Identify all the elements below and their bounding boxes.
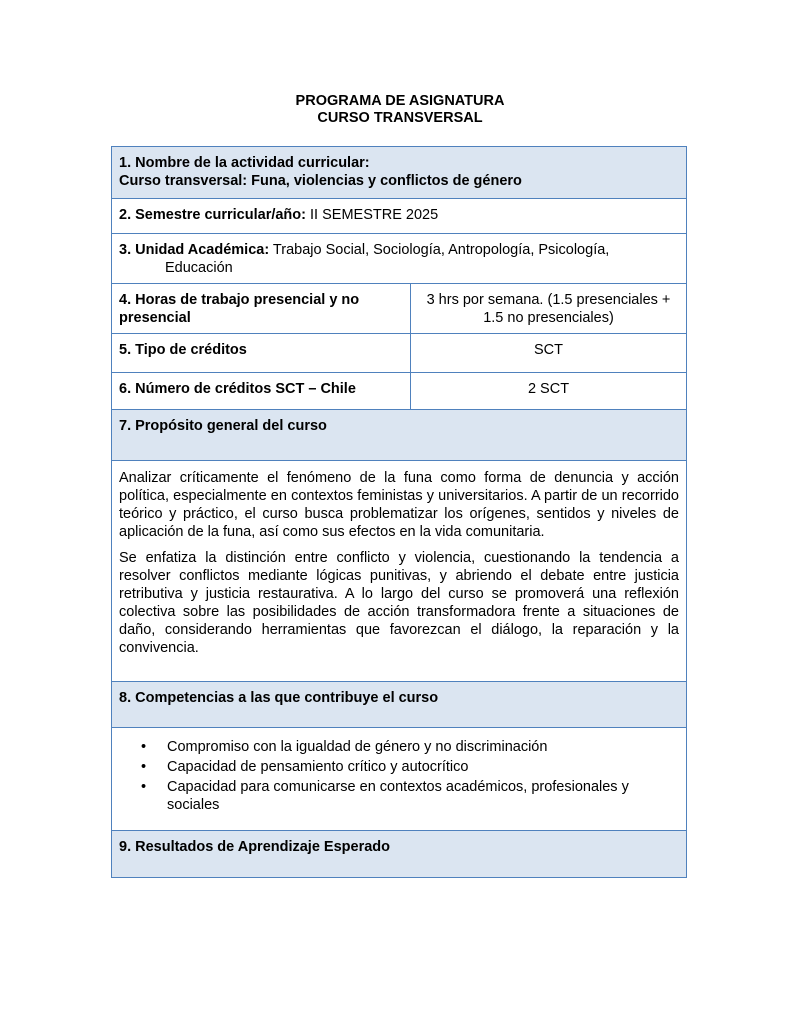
- purpose-paragraph-1: Analizar críticamente el fenómeno de la funa como forma de denuncia y acción política, especialmente en contextos feministas y universitarios. A partir de un recorrido teórico y práctico, el curso busca problematizar los orígenes, sentidos y niveles de aplicación de la funa, así como sus efectos en la vida comunitaria.: [119, 470, 679, 540]
- academic-unit-value-2: Educación: [165, 260, 233, 276]
- title-line-2: CURSO TRANSVERSAL: [317, 110, 483, 126]
- course-name-label: 1. Nombre de la actividad curricular:: [119, 155, 370, 171]
- credit-count-value: 2 SCT: [527, 381, 570, 397]
- row-semester: [111, 198, 687, 234]
- semester-value: II SEMESTRE 2025: [305, 207, 439, 223]
- title-line-1: PROGRAMA DE ASIGNATURA: [295, 93, 505, 109]
- list-item: • Compromiso con la igualdad de género y no discriminación: [141, 739, 548, 755]
- learning-outcomes-label: 9. Resultados de Aprendizaje Esperado: [119, 839, 391, 855]
- purpose-label: 7. Propósito general del curso: [119, 418, 327, 434]
- document-title: [0, 93, 800, 127]
- purpose-paragraph-2: Se enfatiza la distinción entre conflicto y violencia, cuestionando la tendencia a resolver conflictos mediante lógicas punitivas, y abriendo el debate entre justicia retributiva y justicia restaurativa. A lo largo del curso se promoverá una reflexión colectiva sobre las posibilidades de acción transformadora frente a situaciones de daño, considerando herramientas que favorezcan el diálogo, la reparación y la convivencia.: [119, 550, 679, 656]
- bullet-icon: •: [141, 779, 147, 795]
- row-purpose-header: [111, 409, 687, 461]
- row-academic-unit: [111, 233, 687, 284]
- row-credit-type: [111, 333, 687, 373]
- credit-type-value: SCT: [534, 342, 563, 358]
- course-name-value: Curso transversal: Funa, violencias y conflictos de género: [119, 173, 522, 189]
- credit-count-label: 6. Número de créditos SCT – Chile: [112, 373, 411, 409]
- row-hours: [111, 283, 687, 334]
- row-purpose-body: [111, 460, 687, 682]
- row-learning-outcomes: [111, 830, 687, 878]
- bullet-icon: •: [141, 759, 147, 775]
- row-competencies-header: [111, 681, 687, 728]
- semester-label: 2. Semestre curricular/año:: [119, 207, 306, 223]
- bullet-icon: •: [141, 739, 147, 755]
- hours-label: 4. Horas de trabajo presencial y no presencial: [112, 284, 411, 333]
- list-item: • Capacidad para comunicarse en contextos académicos, profesionales y sociales: [141, 779, 629, 813]
- list-item: • Capacidad de pensamiento crítico y autocrítico: [141, 759, 469, 775]
- row-course-name: [111, 146, 687, 199]
- competencies-list: [119, 738, 672, 814]
- credit-type-label: 5. Tipo de créditos: [112, 334, 411, 372]
- academic-unit-value-1: Trabajo Social, Sociología, Antropología, Psicología,: [269, 242, 610, 258]
- competencies-label: 8. Competencias a las que contribuye el curso: [119, 690, 439, 706]
- academic-unit-label: 3. Unidad Académica:: [119, 242, 270, 258]
- row-competencies-body: [111, 727, 687, 831]
- hours-value: 3 hrs por semana. (1.5 presenciales + 1.5 no presenciales): [426, 292, 671, 326]
- row-credit-count: [111, 372, 687, 410]
